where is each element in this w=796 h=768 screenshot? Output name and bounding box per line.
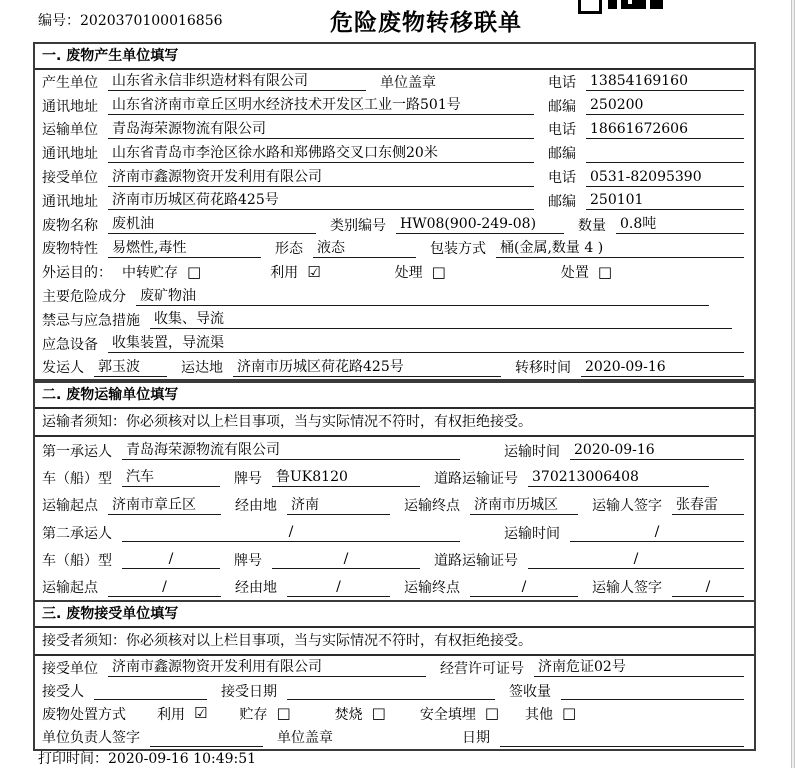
- transport-date2-label: 运输时间: [504, 525, 560, 542]
- section-producer: [33, 42, 756, 381]
- checkbox-icon: □: [597, 262, 613, 281]
- unit-seal-label: 单位盖章: [380, 74, 436, 91]
- producer-unit-label: 产生单位: [42, 74, 98, 91]
- origin-value: 济南市章丘区: [108, 496, 221, 515]
- transfer-date-value: 2020-09-16: [581, 358, 744, 377]
- transporter-notice: 运输者须知：你必须核对以上栏目事项，当与实际情况不符时，有权拒绝接受。: [35, 409, 754, 437]
- transporter-address-label: 通讯地址: [42, 146, 98, 163]
- section-receiver-title: 三. 废物接受单位填写: [35, 602, 754, 628]
- receiver-address-row: [35, 189, 754, 213]
- receiver-unit-label: 接受单位: [42, 170, 98, 187]
- emergency-measures-row: [35, 308, 754, 332]
- category-code-value: HW08(900-249-08): [396, 215, 564, 234]
- transporter-address-value: 山东省青岛市李沧区徐水路和郑佛路交叉口东侧20米: [108, 144, 534, 163]
- option-label: 中转贮存: [122, 265, 178, 282]
- carrier-signature2-label: 运输人签字: [592, 580, 662, 597]
- acceptor-row: [35, 679, 754, 702]
- option-treat: [395, 262, 446, 282]
- emergency-measures-value: 收集、导流: [150, 310, 732, 329]
- shipper-row: [35, 356, 754, 380]
- checkbox-icon: □: [562, 704, 577, 723]
- vehicle-type2-row: [35, 546, 754, 573]
- producer-address-row: [35, 94, 754, 118]
- second-carrier-row: [35, 519, 754, 546]
- date-label: 日期: [462, 730, 490, 747]
- option-label: 处理: [394, 265, 423, 282]
- checkbox-checked-icon: ☑: [194, 704, 208, 723]
- second-carrier-value: /: [122, 523, 460, 542]
- terminus-label: 运输终点: [404, 498, 460, 515]
- option-dispose: [561, 262, 612, 282]
- hazard-component-row: [35, 284, 754, 308]
- vehicle-type-label: 车（船）型: [42, 470, 112, 487]
- signed-quantity-value: [561, 681, 744, 700]
- checkbox-icon: □: [431, 262, 446, 281]
- responsible-signature-row: [35, 726, 754, 749]
- checkbox-checked-icon: ☑: [307, 262, 321, 281]
- first-carrier-row: [35, 437, 754, 464]
- disposal-method-row: [35, 702, 754, 725]
- receiver-phone-value: 0531-82095390: [586, 168, 744, 187]
- scrollbar-track[interactable]: [791, 0, 795, 768]
- option-landfill: [420, 704, 499, 724]
- transporter-unit-row: [35, 118, 754, 142]
- emergency-equipment-value: 收集装置，导流渠: [108, 334, 744, 353]
- option-label: 利用: [270, 265, 299, 282]
- vehicle-type-row: [35, 464, 754, 491]
- quantity-label: 数量: [578, 217, 606, 234]
- section-receiver: [33, 600, 756, 751]
- emergency-equipment-row: [35, 332, 754, 356]
- road-permit-label: 道路运输证号: [434, 470, 518, 487]
- acceptor-label: 接受人: [42, 683, 84, 700]
- option-label: 利用: [157, 706, 185, 723]
- receiver-zip-value: 250101: [586, 191, 744, 210]
- option-utilize: [270, 262, 320, 282]
- receiver-zip-label: 邮编: [548, 193, 576, 210]
- plate-number-value: 鲁UK8120: [272, 468, 420, 487]
- terminus2-value: /: [470, 578, 578, 597]
- shipper-label: 发运人: [42, 360, 84, 377]
- producer-unit-value: 山东省永信非织造材料有限公司: [108, 72, 366, 91]
- option-other: [525, 704, 576, 724]
- producer-phone-label: 电话: [548, 74, 576, 91]
- accepting-unit-value: 济南市鑫源物资开发利用有限公司: [108, 658, 426, 677]
- route-row: [35, 492, 754, 519]
- responsible-signature-label: 单位负责人签字: [42, 730, 140, 747]
- option-store: [239, 704, 290, 724]
- option-incinerate: [335, 704, 386, 724]
- plate-number-label: 牌号: [234, 470, 262, 487]
- outbound-purpose-label: 外运目的：: [42, 265, 112, 282]
- transporter-zip-value: [586, 144, 744, 163]
- vehicle-type2-label: 车（船）型: [42, 552, 112, 569]
- destination-value: 济南市历城区荷花路425号: [233, 358, 501, 377]
- license-number-value: 济南危证02号: [534, 658, 744, 677]
- producer-address-value: 山东省济南市章丘区明水经济技术开发区工业一路501号: [108, 96, 534, 115]
- via2-label: 经由地: [235, 580, 277, 597]
- accepting-unit-label: 接受单位: [42, 660, 98, 677]
- waste-property-label: 废物特性: [42, 241, 98, 258]
- route2-row: [35, 573, 754, 600]
- hazard-component-value: 废矿物油: [136, 287, 709, 306]
- outbound-purpose-row: [35, 260, 754, 284]
- option-label: 安全填埋: [419, 706, 476, 723]
- second-carrier-label: 第二承运人: [42, 525, 112, 542]
- transporter-phone-label: 电话: [548, 122, 576, 139]
- option-label: 其他: [525, 706, 554, 723]
- form-state-value: 液态: [313, 239, 416, 258]
- checkbox-icon: □: [371, 704, 386, 723]
- license-number-label: 经营许可证号: [440, 660, 524, 677]
- signed-quantity-label: 签收量: [509, 683, 551, 700]
- transport-date-label: 运输时间: [504, 443, 560, 460]
- option-label: 处置: [560, 265, 589, 282]
- via-label: 经由地: [235, 498, 277, 515]
- checkbox-icon: □: [276, 704, 291, 723]
- hazard-component-label: 主要危险成分: [42, 289, 126, 306]
- receiver-address-label: 通讯地址: [42, 193, 98, 210]
- print-timestamp: 打印时间：2020-09-16 10:49:51: [38, 751, 257, 767]
- transporter-phone-value: 18661672606: [586, 120, 744, 139]
- section-producer-title: 一. 废物产生单位填写: [35, 44, 754, 70]
- receiver-unit-row: [35, 165, 754, 189]
- transporter-address-row: [35, 141, 754, 165]
- producer-zip-label: 邮编: [548, 98, 576, 115]
- receiver-notice: 接受者须知：你必须核对以上栏目事项，当与实际情况不符时，有权拒绝接受。: [35, 628, 754, 656]
- option-label: 贮存: [239, 706, 268, 723]
- option-utilize: [157, 704, 207, 724]
- carrier-signature-value: 张春雷: [672, 496, 744, 515]
- transporter-unit-label: 运输单位: [42, 122, 98, 139]
- packaging-value: 桶(金属,数量 4 ): [496, 239, 744, 258]
- producer-zip-value: 250200: [586, 96, 744, 115]
- section-transporter-title: 二. 废物运输单位填写: [35, 383, 754, 409]
- waste-property-row: [35, 237, 754, 261]
- packaging-label: 包装方式: [430, 241, 486, 258]
- plate-number2-label: 牌号: [234, 552, 262, 569]
- transport-date2-value: /: [570, 523, 744, 542]
- page-title: 危险废物转移联单: [330, 10, 522, 36]
- form-state-label: 形态: [275, 241, 303, 258]
- road-permit2-label: 道路运输证号: [434, 552, 518, 569]
- unit-seal-label: 单位盖章: [277, 730, 333, 747]
- terminus2-label: 运输终点: [404, 580, 460, 597]
- responsible-signature-value: [150, 728, 263, 747]
- vehicle-type2-value: /: [122, 550, 220, 569]
- serial-number: [38, 10, 223, 30]
- disposal-method-label: 废物处置方式: [42, 706, 126, 723]
- plate-number2-value: /: [272, 550, 420, 569]
- first-carrier-label: 第一承运人: [42, 443, 112, 460]
- carrier-signature2-value: /: [672, 578, 744, 597]
- qr-code-icon: [578, 0, 668, 10]
- emergency-equipment-label: 应急设备: [42, 336, 98, 353]
- checkbox-icon: □: [187, 262, 202, 281]
- option-label: 焚烧: [334, 706, 363, 723]
- receiver-unit-value: 济南市鑫源物资开发利用有限公司: [108, 168, 534, 187]
- producer-unit-row: [35, 70, 754, 94]
- waste-name-label: 废物名称: [42, 217, 98, 234]
- receiver-address-value: 济南市历城区荷花路425号: [108, 191, 534, 210]
- producer-address-label: 通讯地址: [42, 98, 98, 115]
- option-transfer-storage: [122, 262, 201, 282]
- via2-value: /: [287, 578, 390, 597]
- shipper-value: 郭玉波: [94, 358, 167, 377]
- quantity-value: 0.8吨: [616, 215, 744, 234]
- transport-date-value: 2020-09-16: [570, 441, 744, 460]
- terminus-value: 济南市历城区: [470, 496, 578, 515]
- origin2-label: 运输起点: [42, 580, 98, 597]
- accept-date-label: 接受日期: [221, 683, 277, 700]
- road-permit-value: 370213006408: [528, 468, 709, 487]
- origin-label: 运输起点: [42, 498, 98, 515]
- transporter-unit-value: 青岛海荣源物流有限公司: [108, 120, 534, 139]
- emergency-measures-label: 禁忌与应急措施: [42, 312, 140, 329]
- destination-label: 运达地: [181, 360, 223, 377]
- via-value: 济南: [287, 496, 390, 515]
- accept-date-value: [287, 681, 495, 700]
- first-carrier-value: 青岛海荣源物流有限公司: [122, 441, 460, 460]
- origin2-value: /: [108, 578, 221, 597]
- date-value: [500, 728, 744, 747]
- vehicle-type-value: 汽车: [122, 468, 220, 487]
- receiver-phone-label: 电话: [548, 170, 576, 187]
- checkbox-icon: □: [484, 704, 500, 723]
- waste-property-value: 易燃性,毒性: [108, 239, 261, 258]
- producer-phone-value: 13854169160: [586, 72, 744, 91]
- transporter-zip-label: 邮编: [548, 146, 576, 163]
- category-code-label: 类别编号: [330, 217, 386, 234]
- section-transporter: [33, 381, 756, 603]
- waste-name-value: 废机油: [108, 215, 316, 234]
- carrier-signature-label: 运输人签字: [592, 498, 662, 515]
- waste-name-row: [35, 213, 754, 237]
- road-permit2-value: /: [528, 550, 744, 569]
- transfer-date-label: 转移时间: [515, 360, 571, 377]
- serial-value: 2020370100016856: [80, 13, 223, 29]
- acceptor-value: [94, 681, 207, 700]
- accepting-unit-row: [35, 656, 754, 679]
- serial-label: 编号：: [38, 13, 80, 29]
